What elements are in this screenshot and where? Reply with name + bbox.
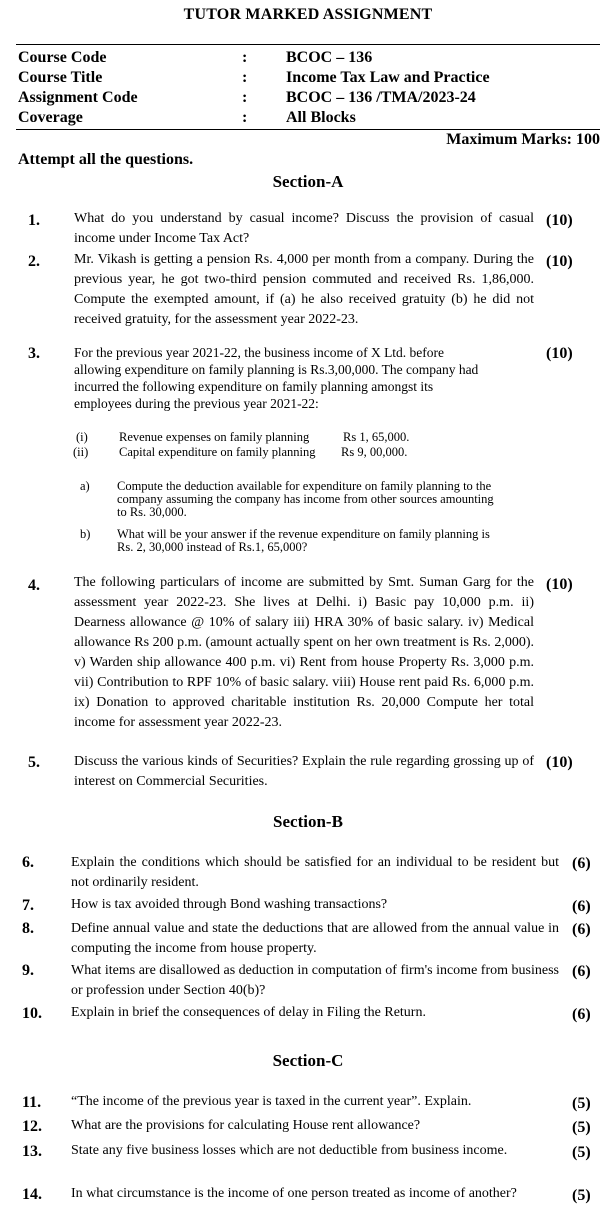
question-marks: (6) — [572, 921, 591, 938]
question-line: incurred the following expenditure on family planning amongst its — [74, 379, 434, 394]
info-value: BCOC – 136 — [286, 49, 373, 66]
question-number: 7. — [22, 897, 34, 914]
question-marks: (10) — [546, 345, 573, 362]
question-number: 1. — [28, 212, 40, 229]
question-text: State any five business losses which are not deductible from business income. — [71, 1143, 508, 1158]
info-value: BCOC – 136 /TMA/2023-24 — [286, 89, 476, 106]
item-amount: Rs 1, 65,000. — [343, 430, 410, 444]
question-marks: (5) — [572, 1187, 591, 1204]
instruction: Attempt all the questions. — [18, 151, 194, 168]
question-text: In what circumstance is the income of one person treated as income of another? — [71, 1186, 517, 1201]
part-text — [117, 528, 547, 554]
question-text: Mr. Vikash is getting a pension Rs. 4,000 per month from a company. During the previous year, he got two-third pension commuted and received Rs. 1,86,000. Compute the exempted amount, if (a) he also received gratuity (b) he did not received gratuity, for the assessment year 2022-23. — [74, 252, 534, 327]
info-row-course-title — [18, 69, 598, 89]
part-line: to Rs. 30,000. — [117, 505, 187, 519]
question-marks: (6) — [572, 963, 591, 980]
question-text: Explain the conditions which should be satisfied for an individual to be resident but not ordinarily resident. — [71, 855, 559, 890]
info-bottom-rule — [16, 129, 600, 130]
question-text: Discuss the various kinds of Securities? Explain the rule regarding grossing up of interest on Commercial Securities. — [74, 754, 534, 789]
part-text — [117, 480, 547, 519]
info-key: Course Title — [18, 69, 103, 86]
info-row-coverage — [18, 109, 598, 129]
info-row-assignment-code — [18, 89, 598, 109]
item-number: (ii) — [73, 445, 89, 459]
question-text: The following particulars of income are submitted by Smt. Suman Garg for the assessment year 2022-23. She lives at Delhi. i) Basic pay 10,000 p.m. ii) Dearness allowance @ 10% of salary iii) HRA 30% of basic salary. iv) Medical allowance Rs 200 p.m. (amount actually spent on her own treatment is Rs. 2,000). v) Warden ship allowance 400 p.m. vi) Rent from house Property Rs. 3,000 p.m. vii) Contribution to RPF 10% of basic salary. viii) House rent paid Rs. 6,000 p.m. ix) Donation to approved charitable institution Rs. 20,000 Compute her total income for assessment year 2022-23. — [74, 575, 534, 730]
question-marks: (6) — [572, 855, 591, 872]
part-line: company assuming the company has income from other sources amounting — [117, 492, 494, 506]
item-text: Capital expenditure on family planning — [119, 445, 316, 459]
question-number: 3. — [28, 345, 40, 362]
question-number: 2. — [28, 253, 40, 270]
item-text: Revenue expenses on family planning — [119, 430, 310, 444]
question-marks: (6) — [572, 1006, 591, 1023]
section-c-heading: Section-C — [272, 1051, 344, 1070]
question-text: Explain in brief the consequences of delay in Filing the Return. — [71, 1005, 426, 1020]
info-colon: : — [242, 49, 248, 66]
question-marks: (10) — [546, 212, 573, 229]
question-number: 6. — [22, 854, 34, 871]
section-b-heading: Section-B — [273, 812, 343, 831]
question-number: 11. — [22, 1094, 42, 1111]
top-rule — [16, 44, 600, 45]
info-key: Assignment Code — [18, 89, 138, 106]
question-line: For the previous year 2021-22, the business income of X Ltd. before — [74, 345, 445, 360]
question-text: Define annual value and state the deductions that are allowed from the annual value in computing the income from house property. — [71, 921, 559, 956]
section-a-heading: Section-A — [272, 172, 344, 191]
question-number: 12. — [22, 1118, 42, 1135]
question-marks: (6) — [572, 898, 591, 915]
info-key: Coverage — [18, 109, 83, 126]
question-marks: (5) — [572, 1144, 591, 1161]
info-key: Course Code — [18, 49, 107, 66]
info-value: All Blocks — [286, 109, 356, 126]
question-text: What items are disallowed as deduction in computation of firm's income from business or profession under Section 40(b)? — [71, 963, 559, 998]
part-line: Rs. 2, 30,000 instead of Rs.1, 65,000? — [117, 540, 308, 554]
info-colon: : — [242, 89, 248, 106]
question-marks: (5) — [572, 1119, 591, 1136]
part-label: a) — [80, 479, 90, 493]
info-colon: : — [242, 69, 248, 86]
question-marks: (10) — [546, 576, 573, 593]
question-number: 9. — [22, 962, 34, 979]
maximum-marks: Maximum Marks: 100 — [446, 131, 600, 148]
question-text: What are the provisions for calculating House rent allowance? — [71, 1118, 421, 1133]
question-number: 5. — [28, 754, 40, 771]
info-colon: : — [242, 109, 248, 126]
question-text: What do you understand by casual income? Discuss the provision of casual income under Income Tax Act? — [74, 211, 534, 246]
question-text: “The income of the previous year is taxed in the current year”. Explain. — [71, 1094, 472, 1109]
question-number: 10. — [22, 1005, 42, 1022]
part-line: What will be your answer if the revenue expenditure on family planning is — [117, 527, 490, 541]
part-label: b) — [80, 527, 91, 541]
info-row-course-code — [18, 49, 598, 69]
info-value: Income Tax Law and Practice — [286, 69, 490, 86]
question-number: 13. — [22, 1143, 42, 1160]
item-amount: Rs 9, 00,000. — [341, 445, 408, 459]
question-number: 14. — [22, 1186, 42, 1203]
question-marks: (5) — [572, 1095, 591, 1112]
question-number: 8. — [22, 920, 34, 937]
question-line: allowing expenditure on family planning is Rs.3,00,000. The company had — [74, 362, 479, 377]
page-title: TUTOR MARKED ASSIGNMENT — [183, 6, 433, 23]
question-line: employees during the previous year 2021-22: — [74, 396, 319, 411]
question-text: How is tax avoided through Bond washing transactions? — [71, 897, 388, 912]
question-marks: (10) — [546, 754, 573, 771]
part-line: Compute the deduction available for expenditure on family planning to the — [117, 479, 492, 493]
question-number: 4. — [28, 577, 40, 594]
question-text — [74, 344, 544, 412]
question-marks: (10) — [546, 253, 573, 270]
item-number: (i) — [76, 430, 88, 444]
